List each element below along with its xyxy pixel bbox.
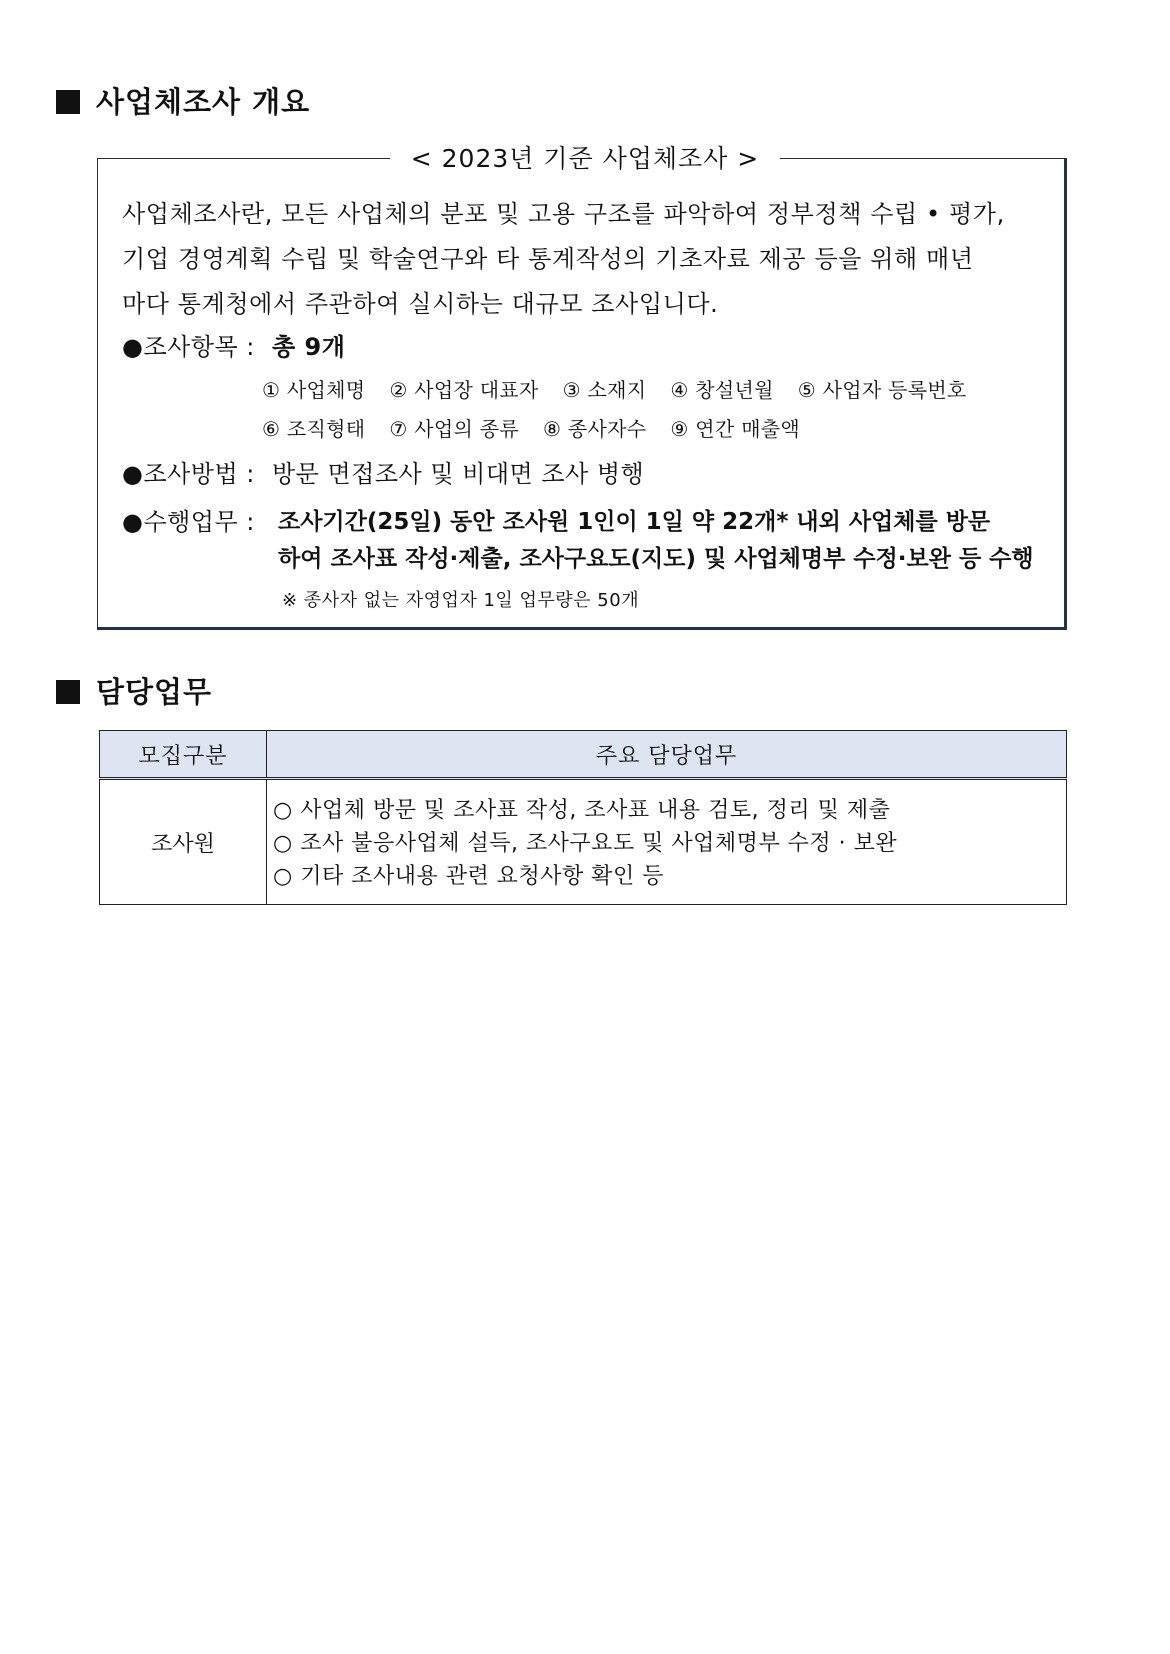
survey-item: ⑧ 종사자수 (543, 417, 647, 441)
section-title-overview (56, 82, 310, 122)
duty-line-2: 하여 조사표 작성·제출, 조사구요도(지도) 및 사업체명부 수정·보완 등 수행 (278, 546, 1034, 572)
overview-box-title: < 2023년 기준 사업체조사 > (390, 142, 780, 176)
survey-item: ⑤ 사업자 등록번호 (797, 378, 967, 402)
task-item: ○ 사업체 방문 및 조사표 작성, 조사표 내용 검토, 정리 및 제출 (273, 797, 891, 823)
survey-item: ③ 소재지 (562, 378, 647, 402)
black-square-icon (56, 90, 80, 114)
section-title-text: 담당업무 (96, 675, 213, 709)
table-row (100, 779, 1067, 905)
duty-row (122, 505, 272, 539)
paragraph-line: 마다 통계청에서 주관하여 실시하는 대규모 조사입니다. (122, 290, 719, 318)
survey-item: ⑥ 조직형태 (262, 417, 366, 441)
category-cell: 조사원 (100, 779, 267, 905)
duties-table (99, 730, 1067, 905)
survey-item: ② 사업장 대표자 (389, 378, 539, 402)
table-header-row (100, 731, 1067, 779)
survey-items-list-2 (262, 414, 824, 444)
survey-method-label: ●조사방법 : (122, 460, 255, 488)
survey-item: ⑨ 연간 매출액 (670, 417, 801, 441)
black-square-icon (56, 680, 80, 704)
overview-paragraph (122, 192, 1042, 327)
survey-item: ⑦ 사업의 종류 (389, 417, 520, 441)
tasks-cell (267, 779, 1067, 905)
task-item: ○ 기타 조사내용 관련 요청사항 확인 등 (273, 863, 664, 889)
survey-items-row (122, 330, 345, 364)
survey-item: ④ 창설년월 (670, 378, 774, 402)
header-cell-duties: 주요 담당업무 (267, 731, 1067, 779)
task-item: ○ 조사 불응사업체 설득, 조사구요도 및 사업체명부 수정 · 보완 (273, 830, 898, 856)
duty-line-1: 조사기간(25일) 동안 조사원 1인이 1일 약 22개* 내외 사업체를 방문 (278, 509, 991, 535)
survey-method-row (122, 457, 644, 491)
survey-method-value: 방문 면접조사 및 비대면 조사 병행 (272, 460, 645, 488)
survey-items-label: ●조사항목 : (122, 333, 255, 361)
section-title-text: 사업체조사 개요 (96, 85, 311, 119)
paragraph-line: 사업체조사란, 모든 사업체의 분포 및 고용 구조를 파악하여 정부정책 수립 • 평가, (122, 200, 1005, 228)
survey-item: ① 사업체명 (262, 378, 366, 402)
survey-items-value: 총 9개 (272, 333, 346, 361)
paragraph-line: 기업 경영계획 수립 및 학술연구와 타 통계작성의 기초자료 제공 등을 위해 매년 (122, 245, 974, 273)
survey-items-list-1 (262, 375, 991, 405)
duty-note: ※ 종사자 없는 자영업자 1일 업무량은 50개 (282, 590, 640, 611)
duty-label: ●수행업무 : (122, 508, 255, 536)
section-title-duties (56, 672, 212, 712)
header-cell-category: 모집구분 (100, 731, 267, 779)
